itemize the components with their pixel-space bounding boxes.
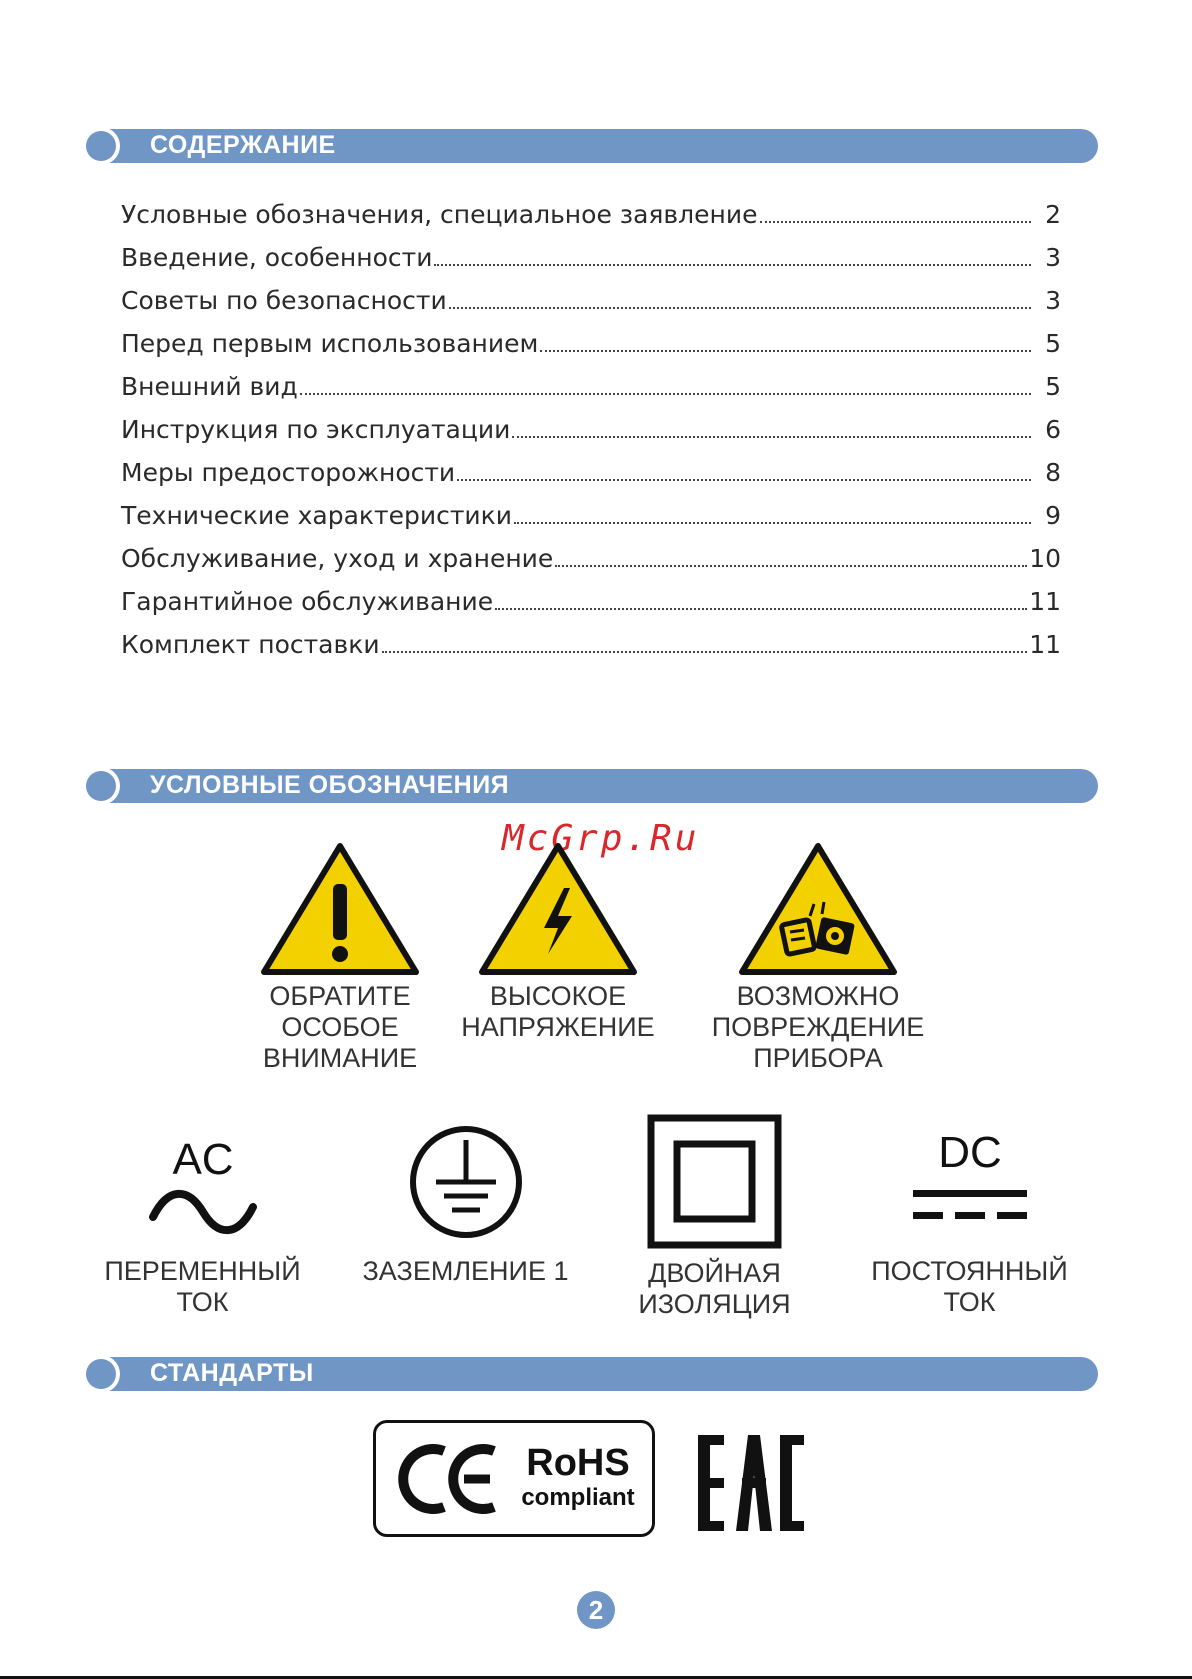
toc-entry-label: Советы по безопасности — [121, 286, 447, 315]
toc-dot-leader — [300, 392, 1031, 395]
section-header-standards — [86, 1357, 1098, 1391]
dc-icon — [905, 1122, 1035, 1242]
section-title: УСЛОВНЫЕ ОБОЗНАЧЕНИЯ — [150, 771, 510, 799]
toc-entry-label: Введение, особенности — [121, 243, 433, 272]
toc-entry-page: 3 — [1045, 286, 1061, 315]
toc-entry-page: 10 — [1029, 544, 1061, 573]
toc-entry-page: 11 — [1029, 630, 1061, 659]
toc-dot-leader — [457, 478, 1031, 481]
section-title: СТАНДАРТЫ — [150, 1359, 314, 1387]
rohs-label: RoHS — [526, 1442, 630, 1484]
symbol-caption: ЗАЗЕМЛЕНИЕ 1 — [362, 1256, 569, 1286]
toc-entry — [121, 372, 1061, 415]
section-bullet-icon — [86, 1359, 116, 1389]
warning-caption: ВОЗМОЖНО ПОВРЕЖДЕНИЕ ПРИБОРА — [711, 981, 925, 1073]
symbol-ground — [348, 1122, 583, 1287]
toc-dot-leader — [495, 607, 1027, 610]
toc-entry-label: Меры предосторожности — [121, 458, 456, 487]
toc-entry-label: Внешний вид — [121, 372, 298, 401]
compliant-label: compliant — [521, 1484, 635, 1511]
symbol-caption: ПОСТОЯННЫЙ ТОК — [871, 1256, 1068, 1317]
toc-entry — [121, 329, 1061, 372]
svg-text:AC: AC — [171, 1135, 234, 1184]
toc-entry-page: 11 — [1029, 587, 1061, 616]
toc-dot-leader — [512, 435, 1031, 438]
warning-caption: ОБРАТИТЕ ОСОБОЕ ВНИМАНИЕ — [262, 981, 418, 1073]
toc-entry-page: 6 — [1045, 415, 1061, 444]
toc-entry-page: 9 — [1045, 501, 1061, 530]
high-voltage-icon — [478, 842, 638, 977]
warning-attention — [240, 842, 440, 1074]
toc-entry-label: Обслуживание, уход и хранение — [121, 544, 554, 573]
exclamation-warning-icon — [260, 842, 420, 977]
toc-dot-leader — [449, 306, 1031, 309]
toc-entry — [121, 415, 1061, 458]
toc-entry-label: Технические характеристики — [121, 501, 512, 530]
toc-entry — [121, 501, 1061, 544]
warning-high-voltage — [458, 842, 658, 1043]
toc-entry — [121, 587, 1061, 630]
toc-dot-leader — [555, 564, 1027, 567]
section-bullet-icon — [86, 771, 116, 801]
section-title: СОДЕРЖАНИЕ — [150, 131, 336, 159]
toc-entry-page: 2 — [1045, 200, 1061, 229]
symbol-double-insulation — [612, 1114, 817, 1320]
device-damage-icon — [738, 842, 898, 977]
section-header-contents — [86, 129, 1098, 163]
toc-dot-leader — [540, 349, 1031, 352]
symbol-caption: ПЕРЕМЕННЫЙ ТОК — [104, 1256, 301, 1317]
toc-entry-label: Комплект поставки — [121, 630, 380, 659]
svg-text:DC: DC — [937, 1128, 1002, 1177]
toc-entry-label: Условные обозначения, специальное заявление — [121, 200, 758, 229]
eac-mark-icon — [698, 1435, 804, 1531]
section-bullet-icon — [86, 131, 116, 161]
toc-entry-label: Инструкция по эксплуатации — [121, 415, 511, 444]
toc-entry — [121, 200, 1061, 243]
toc-dot-leader — [514, 521, 1031, 524]
toc-entry-page: 8 — [1045, 458, 1061, 487]
ce-mark-icon — [376, 1423, 652, 1534]
toc-entry-label: Перед первым использованием — [121, 329, 539, 358]
ac-icon — [138, 1122, 268, 1242]
toc-entry-page: 5 — [1045, 372, 1061, 401]
ground-icon — [406, 1122, 526, 1242]
toc-entry — [121, 630, 1061, 673]
toc-entry — [121, 458, 1061, 501]
toc-entry-label: Гарантийное обслуживание — [121, 587, 494, 616]
toc-entry — [121, 243, 1061, 286]
page-number: 2 — [577, 1591, 615, 1629]
symbol-caption: ДВОЙНАЯ ИЗОЛЯЦИЯ — [638, 1258, 791, 1319]
toc-entry — [121, 544, 1061, 587]
symbol-ac — [90, 1122, 315, 1318]
toc-dot-leader — [760, 220, 1032, 223]
toc-dot-leader — [382, 650, 1028, 653]
toc-entry-page: 5 — [1045, 329, 1061, 358]
toc-entry-page: 3 — [1045, 243, 1061, 272]
toc-dot-leader — [434, 263, 1031, 266]
warning-caption: ВЫСОКОЕ НАПРЯЖЕНИЕ — [461, 981, 655, 1042]
ce-rohs-badge — [373, 1420, 655, 1537]
section-header-symbols — [86, 769, 1098, 803]
watermark: McGrp.Ru — [502, 818, 700, 859]
warning-device-damage — [708, 842, 928, 1074]
double-insulation-icon — [647, 1114, 782, 1249]
symbol-dc — [862, 1122, 1077, 1318]
table-of-contents — [121, 200, 1061, 673]
toc-entry — [121, 286, 1061, 329]
